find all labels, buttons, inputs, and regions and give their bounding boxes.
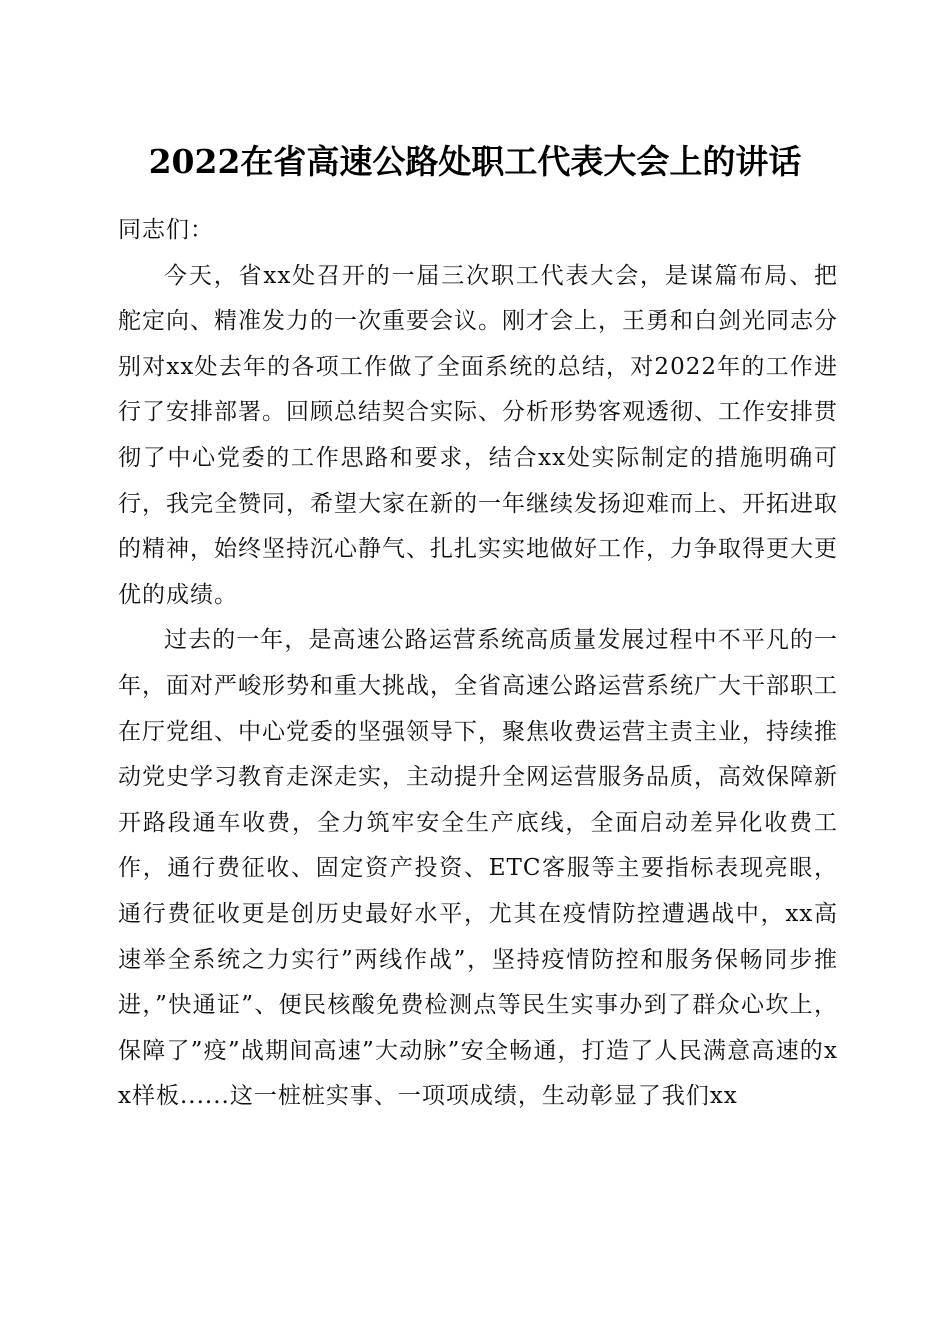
paragraph-2: 过去的一年，是高速公路运营系统高质量发展过程中不平凡的一年，面对严峻形势和重大挑战，全省高速公路运营系统广大干部职工在厅党组、中心党委的坚强领导下，聚焦收费运营主责主业，持续推动党史学习教育走深走实，主动提升全网运营服务品质，高效保障新开路段通车收费，全力筑牢安全生产底线，全面启动差异化收费工作，通行费征收、固定资产投资、ETC客服等主要指标表现亮眼，通行费征收更是创历史最好水平，尤其在疫情防控遭遇战中，xx高速举全系统之力实行”两线作战”，坚持疫情防控和服务保畅同步推进，”快通证”、便民核酸免费检测点等民生实事办到了群众心坎上，保障了”疫”战期间高速”大动脉”安全畅通，打造了人民满意高速的xx样板......这一桩桩实事、一项项成绩，生动彰显了我们xx	[118, 627, 838, 1110]
document-body	[118, 208, 838, 1120]
paragraph-1: 今天，省xx处召开的一届三次职工代表大会，是谋篇布局、把舵定向、精准发力的一次重要会议。刚才会上，王勇和白剑光同志分别对xx处去年的各项工作做了全面系统的总结，对2022年的工作进行了安排部署。回顾总结契合实际、分析形势客观透彻、工作安排贯彻了中心党委的工作思路和要求，结合xx处实际制定的措施明确可行，我完全赞同，希望大家在新的一年继续发扬迎难而上、开拓进取的精神，始终坚持沉心静气、扎扎实实地做好工作，力争取得更大更优的成绩。	[118, 262, 838, 608]
document-title: 2022在省高速公路处职工代表大会上的讲话	[148, 142, 802, 181]
salutation: 同志们：	[118, 217, 214, 243]
